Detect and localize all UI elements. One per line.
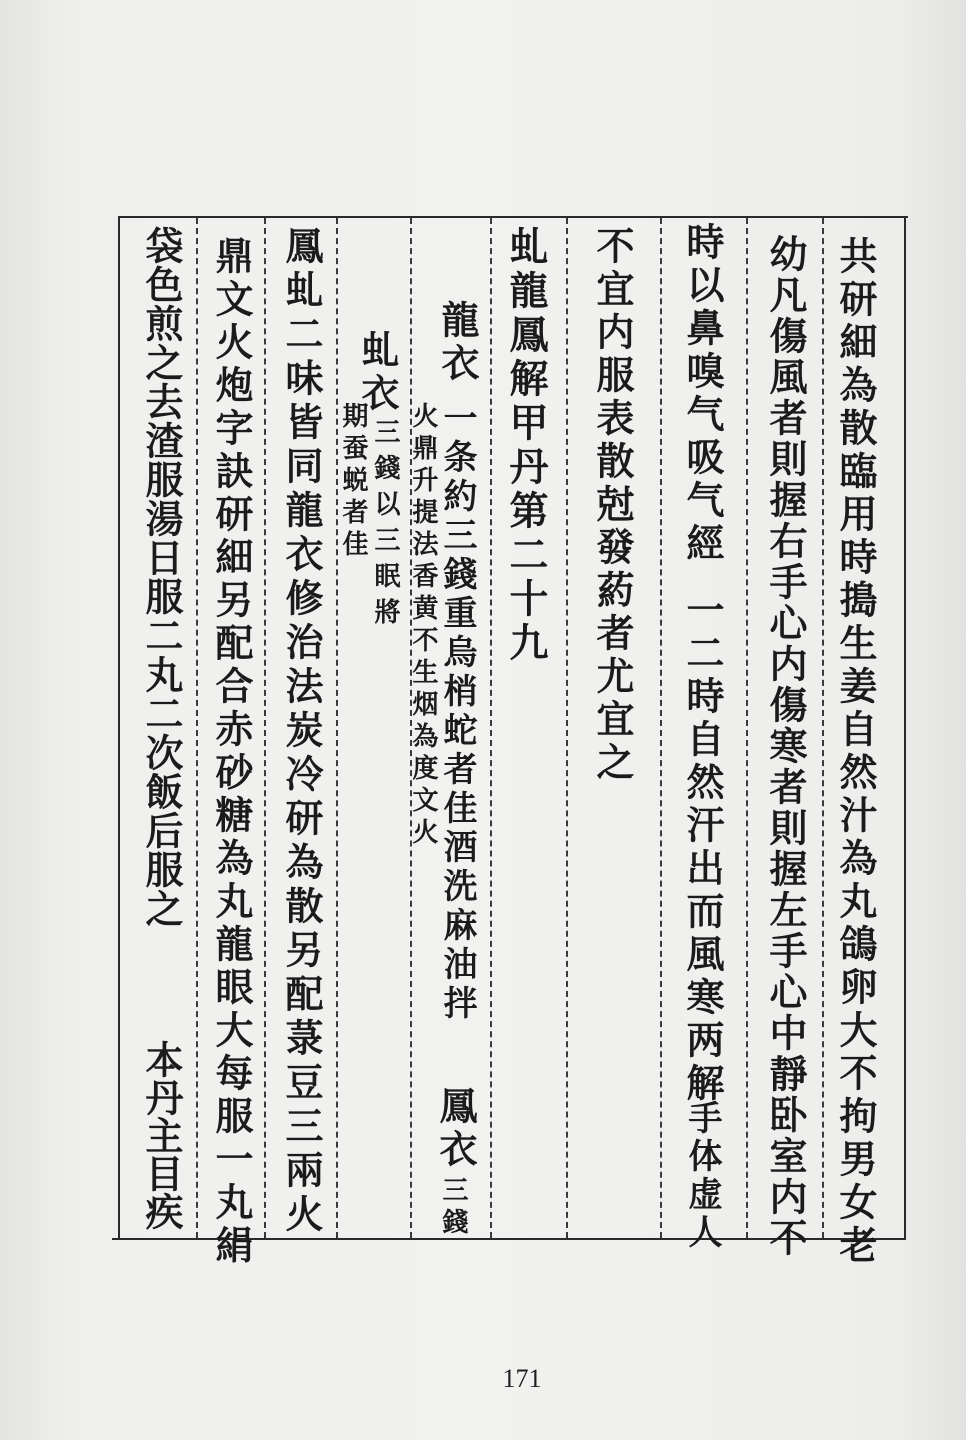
recipe-heading: 虬龍鳳解甲丹第二十九 [503, 226, 549, 666]
text-column-10: 袋色煎之去渣服湯日服二丸二次飯后服之 [139, 226, 184, 928]
text-column-8: 鳳虬二味皆同龍衣修治法炭冷研為散另配菉豆三兩火 [279, 226, 324, 1238]
text-column-1: 共研細為散臨用時搗生姜自然汁為丸鴿卵大不拘男女老 [833, 236, 878, 1268]
ingredient-qiu-coat-text: 三錢以三眠將 [370, 418, 400, 634]
column-divider [746, 218, 748, 1238]
ingredient-qiu-coat-label: 虬衣 [355, 330, 400, 416]
column-divider [336, 218, 338, 1238]
ingredient-phoenix-coat-amount: 三錢 [438, 1176, 468, 1240]
column-divider [490, 218, 492, 1238]
column-divider [660, 218, 662, 1238]
frame-top-rule [118, 216, 908, 218]
text-column-9: 鼎文火炮字訣研細另配合赤砂糖為丸龍眼大每服一丸絹 [209, 236, 254, 1268]
column-divider [196, 218, 198, 1238]
frame-left-rule [118, 216, 120, 1240]
ingredient-dragon-coat-note: 火鼎升提法香黄不生烟為度文火 [408, 402, 438, 850]
text-column-3-part-1: 時以鼻嗅气吸气經 [680, 222, 725, 566]
ingredient-dragon-coat-label: 龍衣 [435, 300, 480, 386]
text-column-10-tail: 本丹主目疾 [139, 1040, 184, 1230]
page-number: 171 [502, 1364, 542, 1393]
frame-right-rule [904, 216, 906, 1240]
text-column-3-part-2: 一二時自然汗出而風寒两解 [680, 590, 725, 1106]
ingredient-dragon-coat-text: 一条約三錢重烏梢蛇者佳酒洗麻油拌 [437, 400, 477, 1024]
text-column-2: 幼凡傷風者則握右手心内傷寒者則握左手心中靜卧室内不 [763, 234, 808, 1259]
text-column-4: 不宜内服表散尅發葯者尤宜之 [590, 226, 635, 785]
ingredient-qiu-coat-note: 期蚕蜕者佳 [338, 402, 368, 562]
text-column-3-part-3: 手体虚人 [682, 1100, 722, 1252]
column-divider [264, 218, 266, 1238]
column-divider [822, 218, 824, 1238]
ingredient-phoenix-coat-label: 鳳衣 [433, 1086, 478, 1172]
column-divider [566, 218, 568, 1238]
